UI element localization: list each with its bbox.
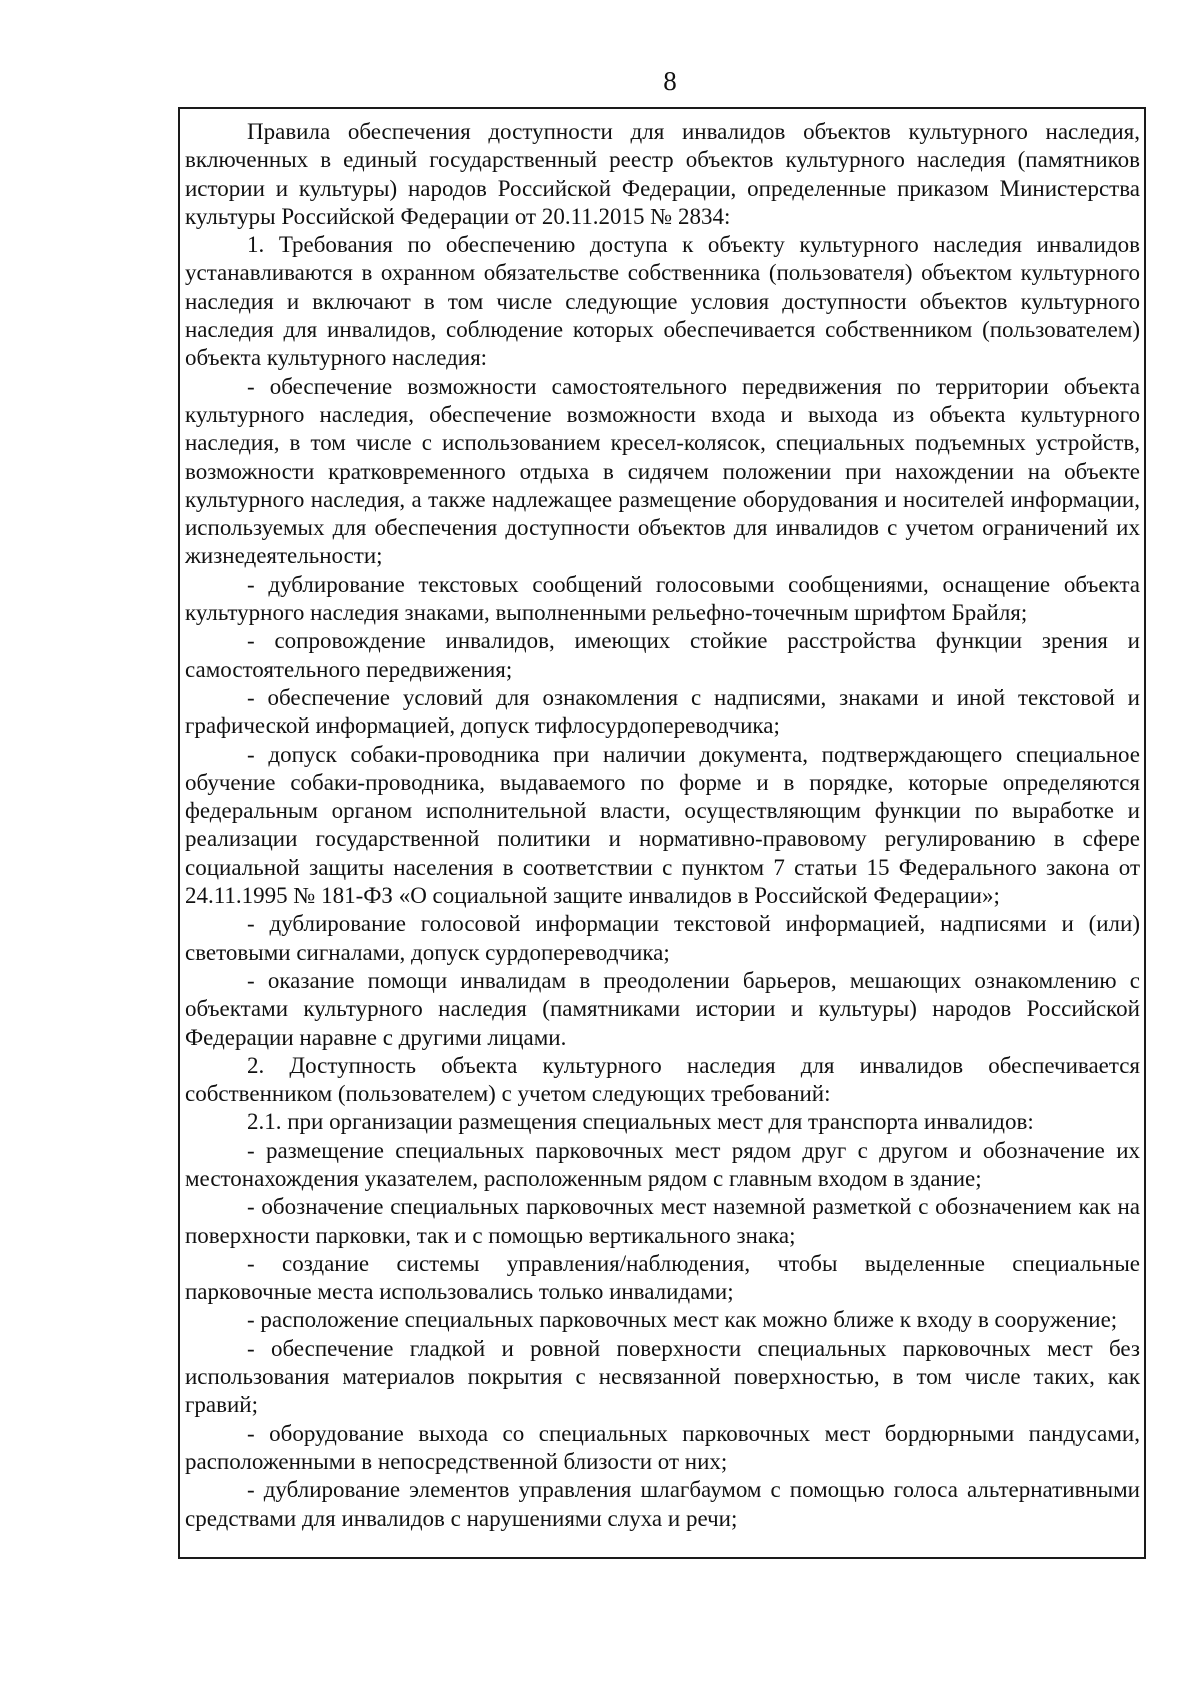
list-item: - обозначение специальных парковочных мест наземной разметкой с обозначением как на поверхности парковки, так и с помощью вертикального знака; [185,1194,1140,1248]
page-number: 8 [663,66,677,96]
list-item: - оборудование выхода со специальных парковочных мест бордюрными пандусами, расположенными в непосредственной близости от них; [185,1420,1140,1474]
list-item: - размещение специальных парковочных мест рядом друг с другом и обозначение их местонахождения указателем, расположенным рядом с главным входом в здание; [185,1137,1140,1191]
list-item: - расположение специальных парковочных мест как можно ближе к входу в сооружение; [247,1307,1118,1333]
list-item: - сопровождение инвалидов, имеющих стойкие расстройства функции зрения и самостоятельного передвижения; [185,628,1140,682]
document-body [185,118,1140,1533]
list-item: - допуск собаки-проводника при наличии документа, подтверждающего специальное обучение собаки-проводника, выдаваемого по форме и в порядке, которые определяются федеральным органом исполнительной власти, осуществляющим функции по выработке и реализации государственной политики и нормативно-правовому регулированию в сфере социальной защиты населения в соответствии с пунктом 7 статьи 15 Федерального закона от 24.11.1995 № 181-ФЗ «О социальной защите инвалидов в Российской Федерации»; [185,741,1140,909]
paragraph-2: 2. Доступность объекта культурного наследия для инвалидов обеспечивается собственником (пользователем) с учетом следующих требований: [185,1052,1140,1107]
list-item: - создание системы управления/наблюдения, чтобы выделенные специальные парковочные места использовались только инвалидами; [185,1250,1140,1305]
list-item: - дублирование элементов управления шлагбаумом с помощью голоса альтернативными средствами для инвалидов с нарушениями слуха и речи; [185,1477,1140,1531]
paragraph-2-1: 2.1. при организации размещения специальных мест для транспорта инвалидов: [247,1109,1034,1135]
paragraph-1: 1. Требования по обеспечению доступа к объекту культурного наследия инвалидов устанавливаются в охранном обязательстве собственника (пользователя) объектом культурного наследия и включают в том числе следующие условия доступности объектов культурного наследия для инвалидов, соблюдение которых обеспечивается собственником (пользователем) объекта культурного наследия: [185,232,1140,371]
list-item: - оказание помощи инвалидам в преодолении барьеров, мешающих ознакомлению с объектами культурного наследия (памятниками истории и культуры) народов Российской Федерации наравне с другими лицами. [185,967,1140,1050]
list-item: - обеспечение гладкой и ровной поверхности специальных парковочных мест без использования материалов покрытия с несвязанной поверхностью, в том числе таких, как гравий; [185,1335,1140,1418]
list-item: - дублирование голосовой информации текстовой информацией, надписями и (или) световыми сигналами, допуск сурдопереводчика; [185,911,1140,965]
list-item: - дублирование текстовых сообщений голосовыми сообщениями, оснащение объекта культурного наследия знаками, выполненными рельефно-точечным шрифтом Брайля; [185,571,1140,626]
paragraph-intro: Правила обеспечения доступности для инвалидов объектов культурного наследия, включенных в единый государственный реестр объектов культурного наследия (памятников истории и культуры) народов Российской Федерации, определенные приказом Министерства культуры Российской Федерации от 20.11.2015 № 2834: [185,119,1140,229]
list-item: - обеспечение условий для ознакомления с надписями, знаками и иной текстовой и графической информацией, допуск тифлосурдопереводчика; [185,684,1140,739]
list-item: - обеспечение возможности самостоятельного передвижения по территории объекта культурного наследия, обеспечение возможности входа и выхода из объекта культурного наследия, в том числе с использованием кресел-колясок, специальных подъемных устройств, возможности кратковременного отдыха в сидячем положении при нахождении на объекте культурного наследия, а также надлежащее размещение оборудования и носителей информации, используемых для обеспечения доступности объектов для инвалидов с учетом ограничений их жизнедеятельности; [185,373,1140,569]
